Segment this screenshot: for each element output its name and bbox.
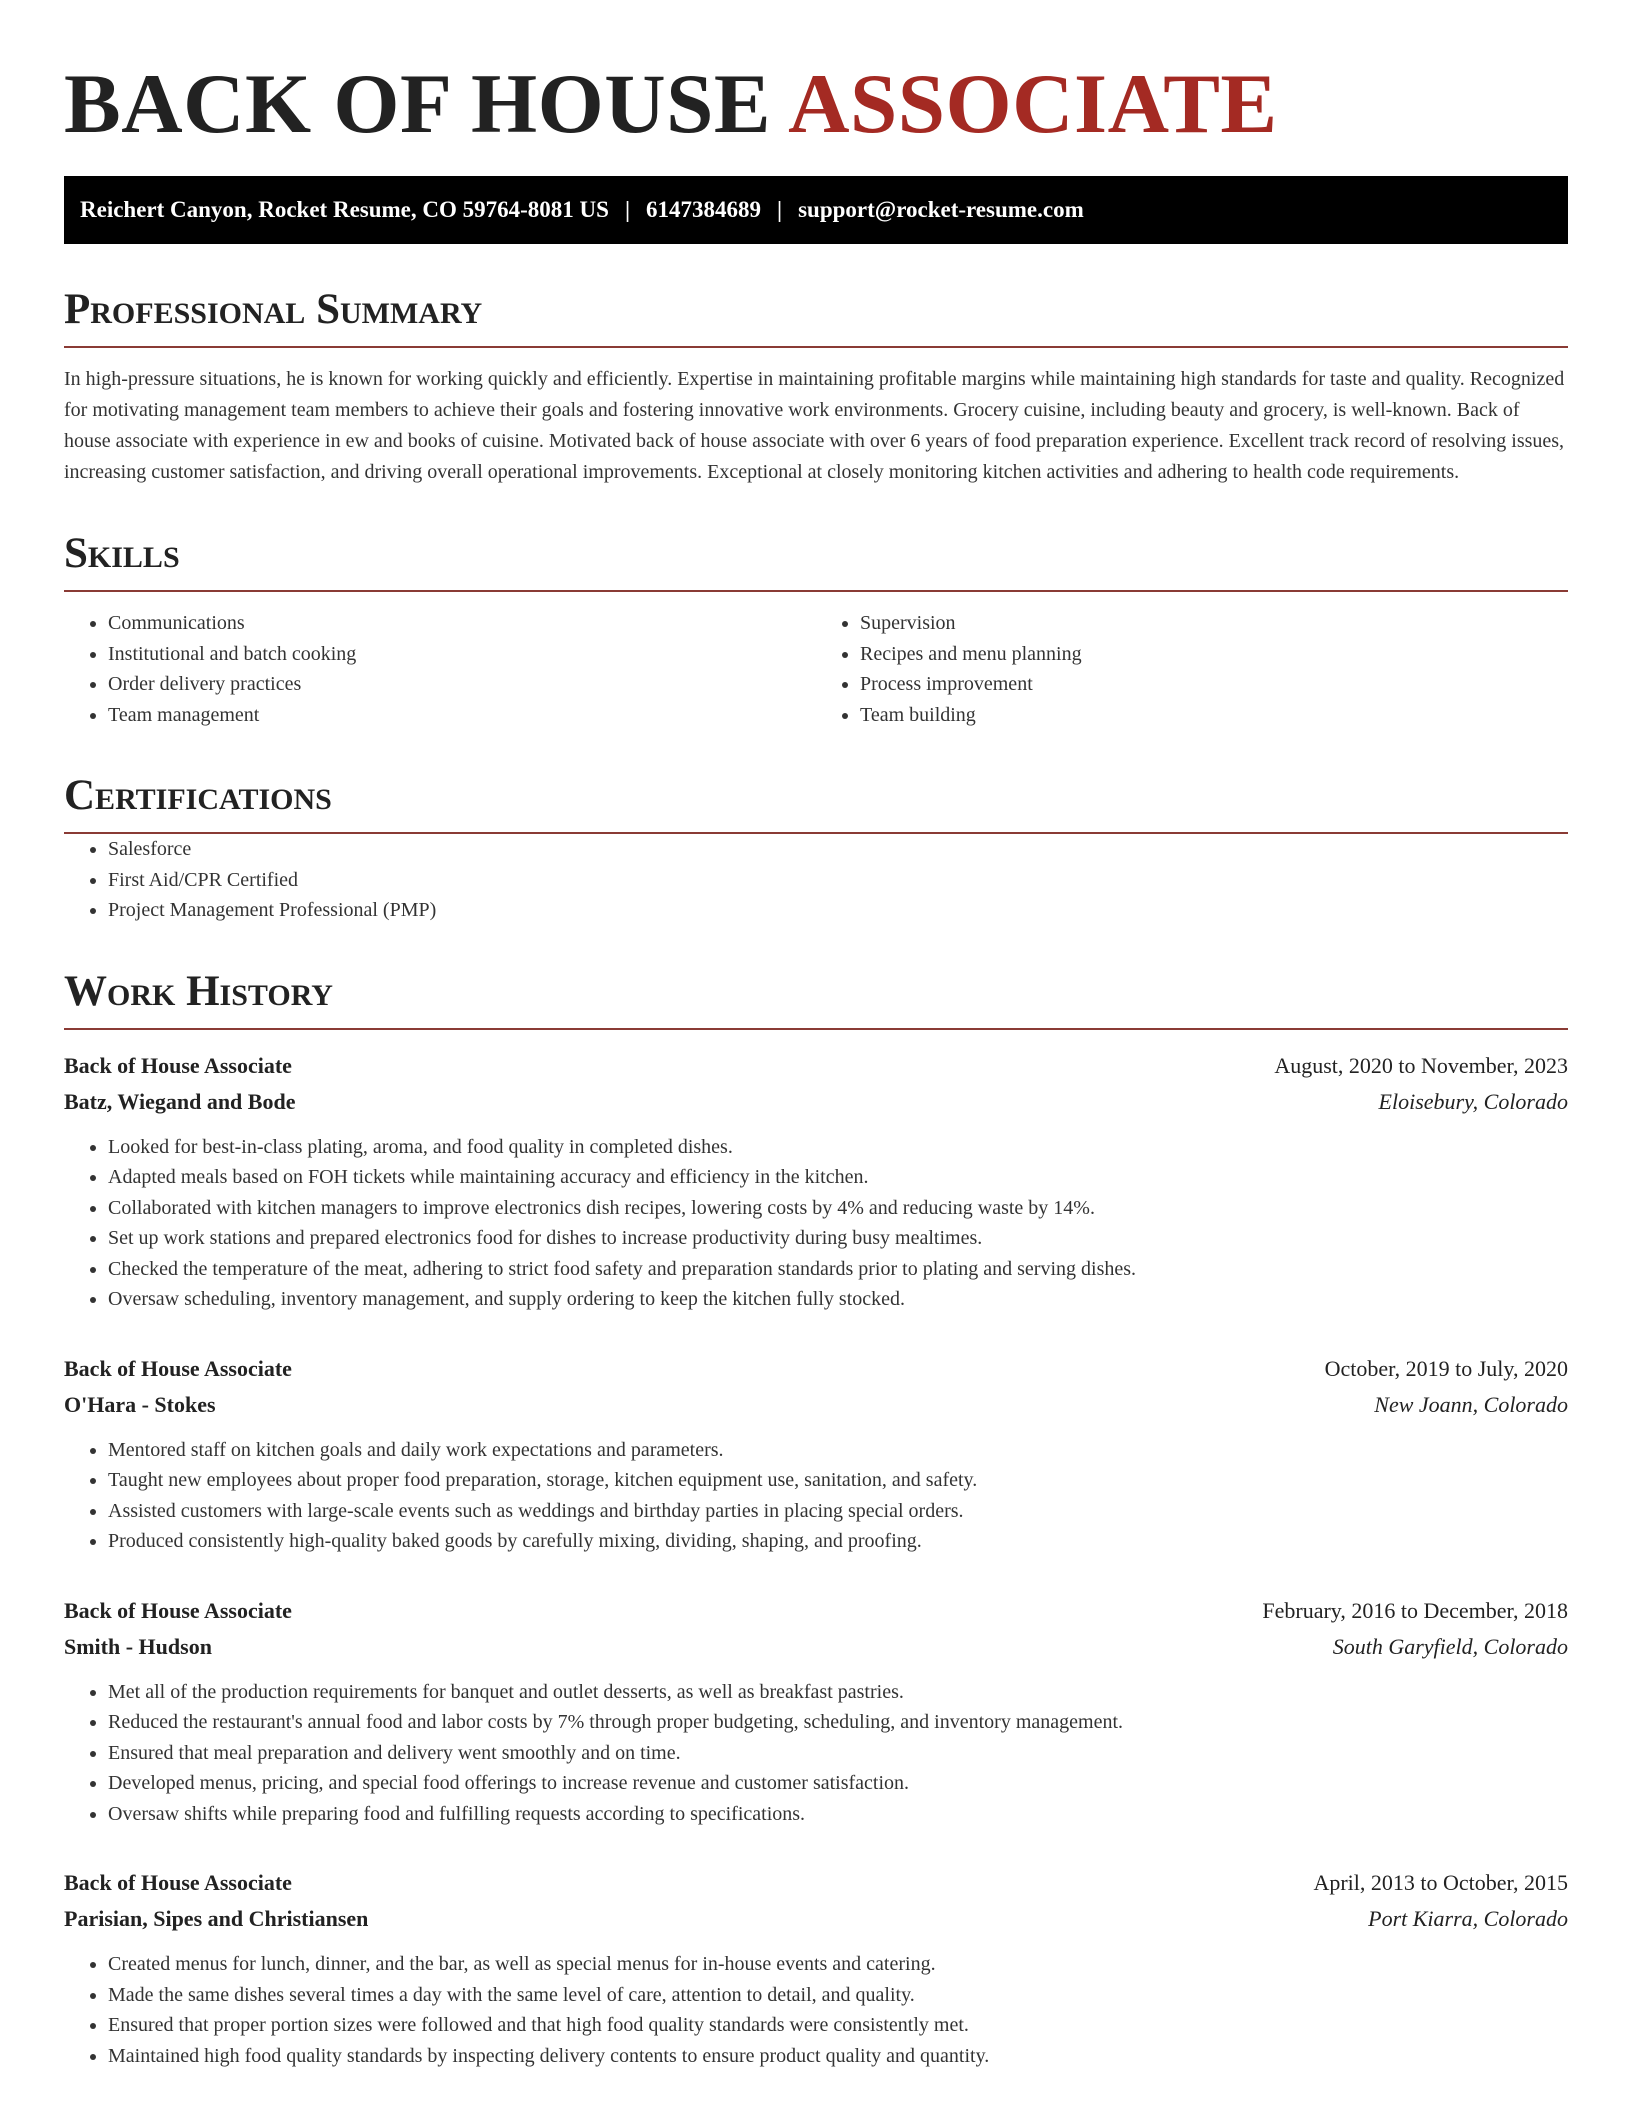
- contact-separator: |: [777, 197, 783, 222]
- job-duties-list: [64, 1949, 1568, 2071]
- contact-phone: 6147384689: [646, 197, 762, 222]
- job-duty: • Mentored staff on kitchen goals and daily work expectations and parameters.: [108, 1435, 1568, 1466]
- job-duty: • Looked for best-in-class plating, aroma, and food quality in completed dishes.: [108, 1132, 1568, 1163]
- certifications-section: [64, 772, 1568, 926]
- job-company-row: [64, 1084, 1568, 1120]
- title-main: BACK OF HOUSE: [64, 57, 772, 151]
- job-duty: • Checked the temperature of the meat, adhering to strict food safety and preparation standards prior to plating and serving dishes.: [108, 1254, 1568, 1285]
- skills-list-right: [816, 608, 1568, 730]
- job-title: Back of House Associate: [64, 1052, 292, 1078]
- job-entry: [64, 1351, 1568, 1557]
- job-duty: • Met all of the production requirements for banquet and outlet desserts, as well as breakfast pastries.: [108, 1677, 1568, 1708]
- job-title: Back of House Associate: [64, 1355, 292, 1381]
- job-duty: • Set up work stations and prepared electronics food for dishes to increase productivity during busy mealtimes.: [108, 1223, 1568, 1254]
- certification-item: • Project Management Professional (PMP): [108, 895, 1568, 926]
- job-header-row: [64, 1351, 1568, 1387]
- job-duty: • Reduced the restaurant's annual food and labor costs by 7% through proper budgeting, scheduling, and inventory management.: [108, 1707, 1568, 1738]
- job-location: South Garyfield, Colorado: [1332, 1633, 1568, 1659]
- job-dates: October, 2019 to July, 2020: [1324, 1355, 1568, 1381]
- summary-text: In high-pressure situations, he is known for working quickly and efficiently. Expertise in maintaining profitable margins while maintaining high standards for taste and quality. Recognized for motivating management team members to achieve their goals and fostering innovative work environments. Grocery cuisine, including beauty and grocery, is well-known. Back of house associate with experience in ew and books of cuisine. Motivated back of house associate with over 6 years of food preparation experience. Excellent track record of resolving issues, increasing customer satisfaction, and driving overall operational improvements. Exceptional at closely monitoring kitchen activities and adhering to health code requirements.: [64, 368, 1565, 483]
- skills-list-left: [64, 608, 816, 730]
- contact-address: Reichert Canyon, Rocket Resume, CO 59764-8081 US: [80, 197, 609, 222]
- skill-item: • Process improvement: [860, 669, 1568, 700]
- skill-item: • Recipes and menu planning: [860, 639, 1568, 670]
- summary-heading: Professional Summary: [64, 286, 1568, 348]
- job-duty: • Adapted meals based on FOH tickets while maintaining accuracy and efficiency in the kitchen.: [108, 1162, 1568, 1193]
- work-history-section: [64, 968, 1568, 2072]
- job-company: Batz, Wiegand and Bode: [64, 1088, 296, 1114]
- job-duty: • Ensured that proper portion sizes were followed and that high food quality standards were consistently met.: [108, 2010, 1568, 2041]
- job-duty: • Created menus for lunch, dinner, and the bar, as well as special menus for in-house events and catering.: [108, 1949, 1568, 1980]
- skills-section: [64, 530, 1568, 730]
- work-history-heading: Work History: [64, 968, 1568, 1030]
- certification-item: • First Aid/CPR Certified: [108, 865, 1568, 896]
- job-header-row: [64, 1593, 1568, 1629]
- job-title: Back of House Associate: [64, 1597, 292, 1623]
- job-duties-list: [64, 1435, 1568, 1557]
- skills-grid: [64, 608, 1568, 730]
- job-duty: • Collaborated with kitchen managers to improve electronics dish recipes, lowering costs by 4% and reducing waste by 14%.: [108, 1193, 1568, 1224]
- certifications-heading: Certifications: [64, 772, 1568, 834]
- job-entry: [64, 1048, 1568, 1315]
- job-location: New Joann, Colorado: [1374, 1391, 1568, 1417]
- summary-section: [64, 286, 1568, 488]
- job-company: Smith - Hudson: [64, 1633, 212, 1659]
- certification-item: • Salesforce: [108, 834, 1568, 865]
- contact-separator: |: [624, 197, 631, 222]
- job-title: Back of House Associate: [64, 1870, 292, 1895]
- job-company-row: [64, 1387, 1568, 1423]
- job-duty: • Assisted customers with large-scale events such as weddings and birthday parties in placing special orders.: [108, 1496, 1568, 1527]
- job-dates: February, 2016 to December, 2018: [1262, 1597, 1568, 1623]
- job-duties-list: [64, 1132, 1568, 1315]
- job-duty: • Made the same dishes several times a day with the same level of care, attention to detail, and quality.: [108, 1980, 1568, 2011]
- job-entry: [64, 1865, 1568, 2071]
- job-company-row: [64, 1629, 1568, 1665]
- job-duty: • Ensured that meal preparation and delivery went smoothly and on time.: [108, 1738, 1568, 1769]
- job-dates: August, 2020 to November, 2023: [1274, 1052, 1568, 1078]
- contact-bar: [64, 176, 1568, 244]
- resume-page: [64, 0, 1568, 2071]
- job-company: O'Hara - Stokes: [64, 1391, 216, 1417]
- job-company: Parisian, Sipes and Christiansen: [64, 1906, 369, 1931]
- job-location: Port Kiarra, Colorado: [1368, 1906, 1568, 1931]
- job-duty: • Produced consistently high-quality baked goods by carefully mixing, dividing, shaping, and proofing.: [108, 1526, 1568, 1557]
- job-company-row: [64, 1901, 1568, 1937]
- contact-email: support@rocket-resume.com: [798, 197, 1084, 222]
- skill-item: • Supervision: [860, 608, 1568, 639]
- job-duty: • Developed menus, pricing, and special food offerings to increase revenue and customer satisfaction.: [108, 1768, 1568, 1799]
- skill-item: • Team building: [860, 700, 1568, 731]
- skill-item: • Order delivery practices: [108, 669, 816, 700]
- title-accent: ASSOCIATE: [788, 57, 1278, 151]
- job-duty: • Oversaw shifts while preparing food and fulfilling requests according to specifications.: [108, 1799, 1568, 1830]
- job-location: Eloisebury, Colorado: [1378, 1088, 1568, 1114]
- job-header-row: [64, 1865, 1568, 1901]
- skill-item: • Communications: [108, 608, 816, 639]
- job-duties-list: [64, 1677, 1568, 1830]
- job-duty: • Taught new employees about proper food preparation, storage, kitchen equipment use, sanitation, and safety.: [108, 1465, 1568, 1496]
- job-entry: [64, 1593, 1568, 1830]
- job-dates: April, 2013 to October, 2015: [1313, 1870, 1568, 1895]
- job-duty: • Oversaw scheduling, inventory management, and supply ordering to keep the kitchen fully stocked.: [108, 1284, 1568, 1315]
- skill-item: • Institutional and batch cooking: [108, 639, 816, 670]
- skill-item: • Team management: [108, 700, 816, 731]
- job-duty: • Maintained high food quality standards by inspecting delivery contents to ensure product quality and quantity.: [108, 2041, 1568, 2072]
- skills-heading: Skills: [64, 530, 1568, 592]
- certifications-list: [64, 834, 1568, 926]
- job-header-row: [64, 1048, 1568, 1084]
- resume-title: [64, 0, 1568, 154]
